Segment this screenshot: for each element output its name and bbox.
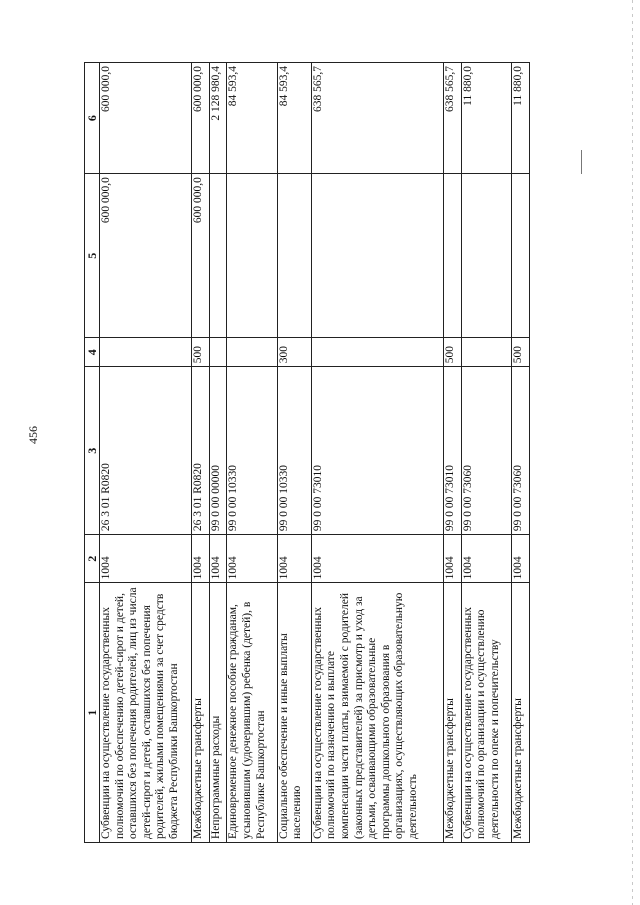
row-sum6: 11 880,0: [512, 63, 530, 174]
row-sum6: 600 000,0: [100, 63, 192, 174]
row-section: 1004: [311, 535, 443, 583]
row-kind: [100, 338, 192, 367]
row-kind: [209, 338, 227, 367]
row-target: 99 0 00 73010: [311, 367, 443, 535]
row-section: 1004: [512, 535, 530, 583]
row-kind: 300: [277, 338, 311, 367]
table-row: [512, 63, 530, 843]
row-kind: 500: [512, 338, 530, 367]
table-row: [209, 63, 227, 843]
row-name: Межбюджетные трансферты: [512, 583, 530, 843]
row-sum6: 638 565,7: [444, 63, 462, 174]
row-sum5: [209, 174, 227, 338]
row-name: Субвенции на осуществление государственных полномочий по организации и осуществлению деятельности по опеке и попечительству: [461, 583, 511, 843]
row-sum6: 11 880,0: [461, 63, 511, 174]
row-sum6: 638 565,7: [311, 63, 443, 174]
column-header: 5: [85, 174, 100, 338]
row-target: 99 0 00 00000: [209, 367, 227, 535]
row-target: 99 0 00 73060: [461, 367, 511, 535]
row-sum5: 600 000,0: [100, 174, 192, 338]
row-section: 1004: [461, 535, 511, 583]
row-sum5: [277, 174, 311, 338]
table-row: [100, 63, 192, 843]
row-sum6: 84 593,4: [277, 63, 311, 174]
column-header: 3: [85, 367, 100, 535]
row-section: 1004: [192, 535, 210, 583]
row-sum6: 84 593,4: [227, 63, 277, 174]
row-section: 1004: [100, 535, 192, 583]
row-target: 99 0 00 73060: [512, 367, 530, 535]
table-row: [311, 63, 443, 843]
row-section: 1004: [209, 535, 227, 583]
scan-artifact-line: [581, 150, 582, 174]
column-header: 6: [85, 63, 100, 174]
row-sum5: [461, 174, 511, 338]
table-row: [192, 63, 210, 843]
row-target: 26 3 01 R0820: [192, 367, 210, 535]
row-target: 26 3 01 R0820: [100, 367, 192, 535]
row-kind: [311, 338, 443, 367]
row-sum6: 600 000,0: [192, 63, 210, 174]
row-name: Субвенции на осуществление государственных полномочий по обеспечению детей-сирот и детей, оставшихся без попечения родителей, лиц из числа детей-сирот и детей, оставшихся без попечения родителей, жилыми помещениями за счет средств бюджета Республики Башкортостан: [100, 583, 192, 843]
table-row: [227, 63, 277, 843]
column-header: 1: [85, 583, 100, 843]
table-row: [461, 63, 511, 843]
row-sum5: [311, 174, 443, 338]
row-name: Единовременное денежное пособие гражданам, усыновившим (удочерившим) ребенка (детей), в Республике Башкортостан: [227, 583, 277, 843]
scan-edge-artifact: [632, 0, 633, 905]
row-name: Межбюджетные трансферты: [192, 583, 210, 843]
row-sum6: 2 128 980,4: [209, 63, 227, 174]
row-name: Межбюджетные трансферты: [444, 583, 462, 843]
row-sum5: [444, 174, 462, 338]
rotated-table-container: [84, 62, 530, 843]
column-header: 4: [85, 338, 100, 367]
column-header: 2: [85, 535, 100, 583]
row-sum5: [512, 174, 530, 338]
table-row: [277, 63, 311, 843]
row-sum5: 600 000,0: [192, 174, 210, 338]
row-target: 99 0 00 10330: [277, 367, 311, 535]
row-kind: [461, 338, 511, 367]
row-target: 99 0 00 10330: [227, 367, 277, 535]
row-kind: [227, 338, 277, 367]
row-sum5: [227, 174, 277, 338]
row-name: Социальное обеспечение и иные выплаты населению: [277, 583, 311, 843]
row-section: 1004: [227, 535, 277, 583]
row-kind: 500: [444, 338, 462, 367]
table-row: [444, 63, 462, 843]
row-section: 1004: [444, 535, 462, 583]
page-number: 456: [26, 426, 40, 444]
row-name: Субвенции на осуществление государственных полномочий по назначению и выплате компенсации части платы, взимаемой с родителей (законных представителей) за присмотр и уход за детьми, осваивающими образовательные программы дошкольного образования в организациях, осуществляющих образовательную деятельность: [311, 583, 443, 843]
header-row: [85, 63, 100, 843]
row-name: Непрограммные расходы: [209, 583, 227, 843]
row-kind: 500: [192, 338, 210, 367]
row-section: 1004: [277, 535, 311, 583]
row-target: 99 0 00 73010: [444, 367, 462, 535]
budget-table: [84, 62, 530, 843]
